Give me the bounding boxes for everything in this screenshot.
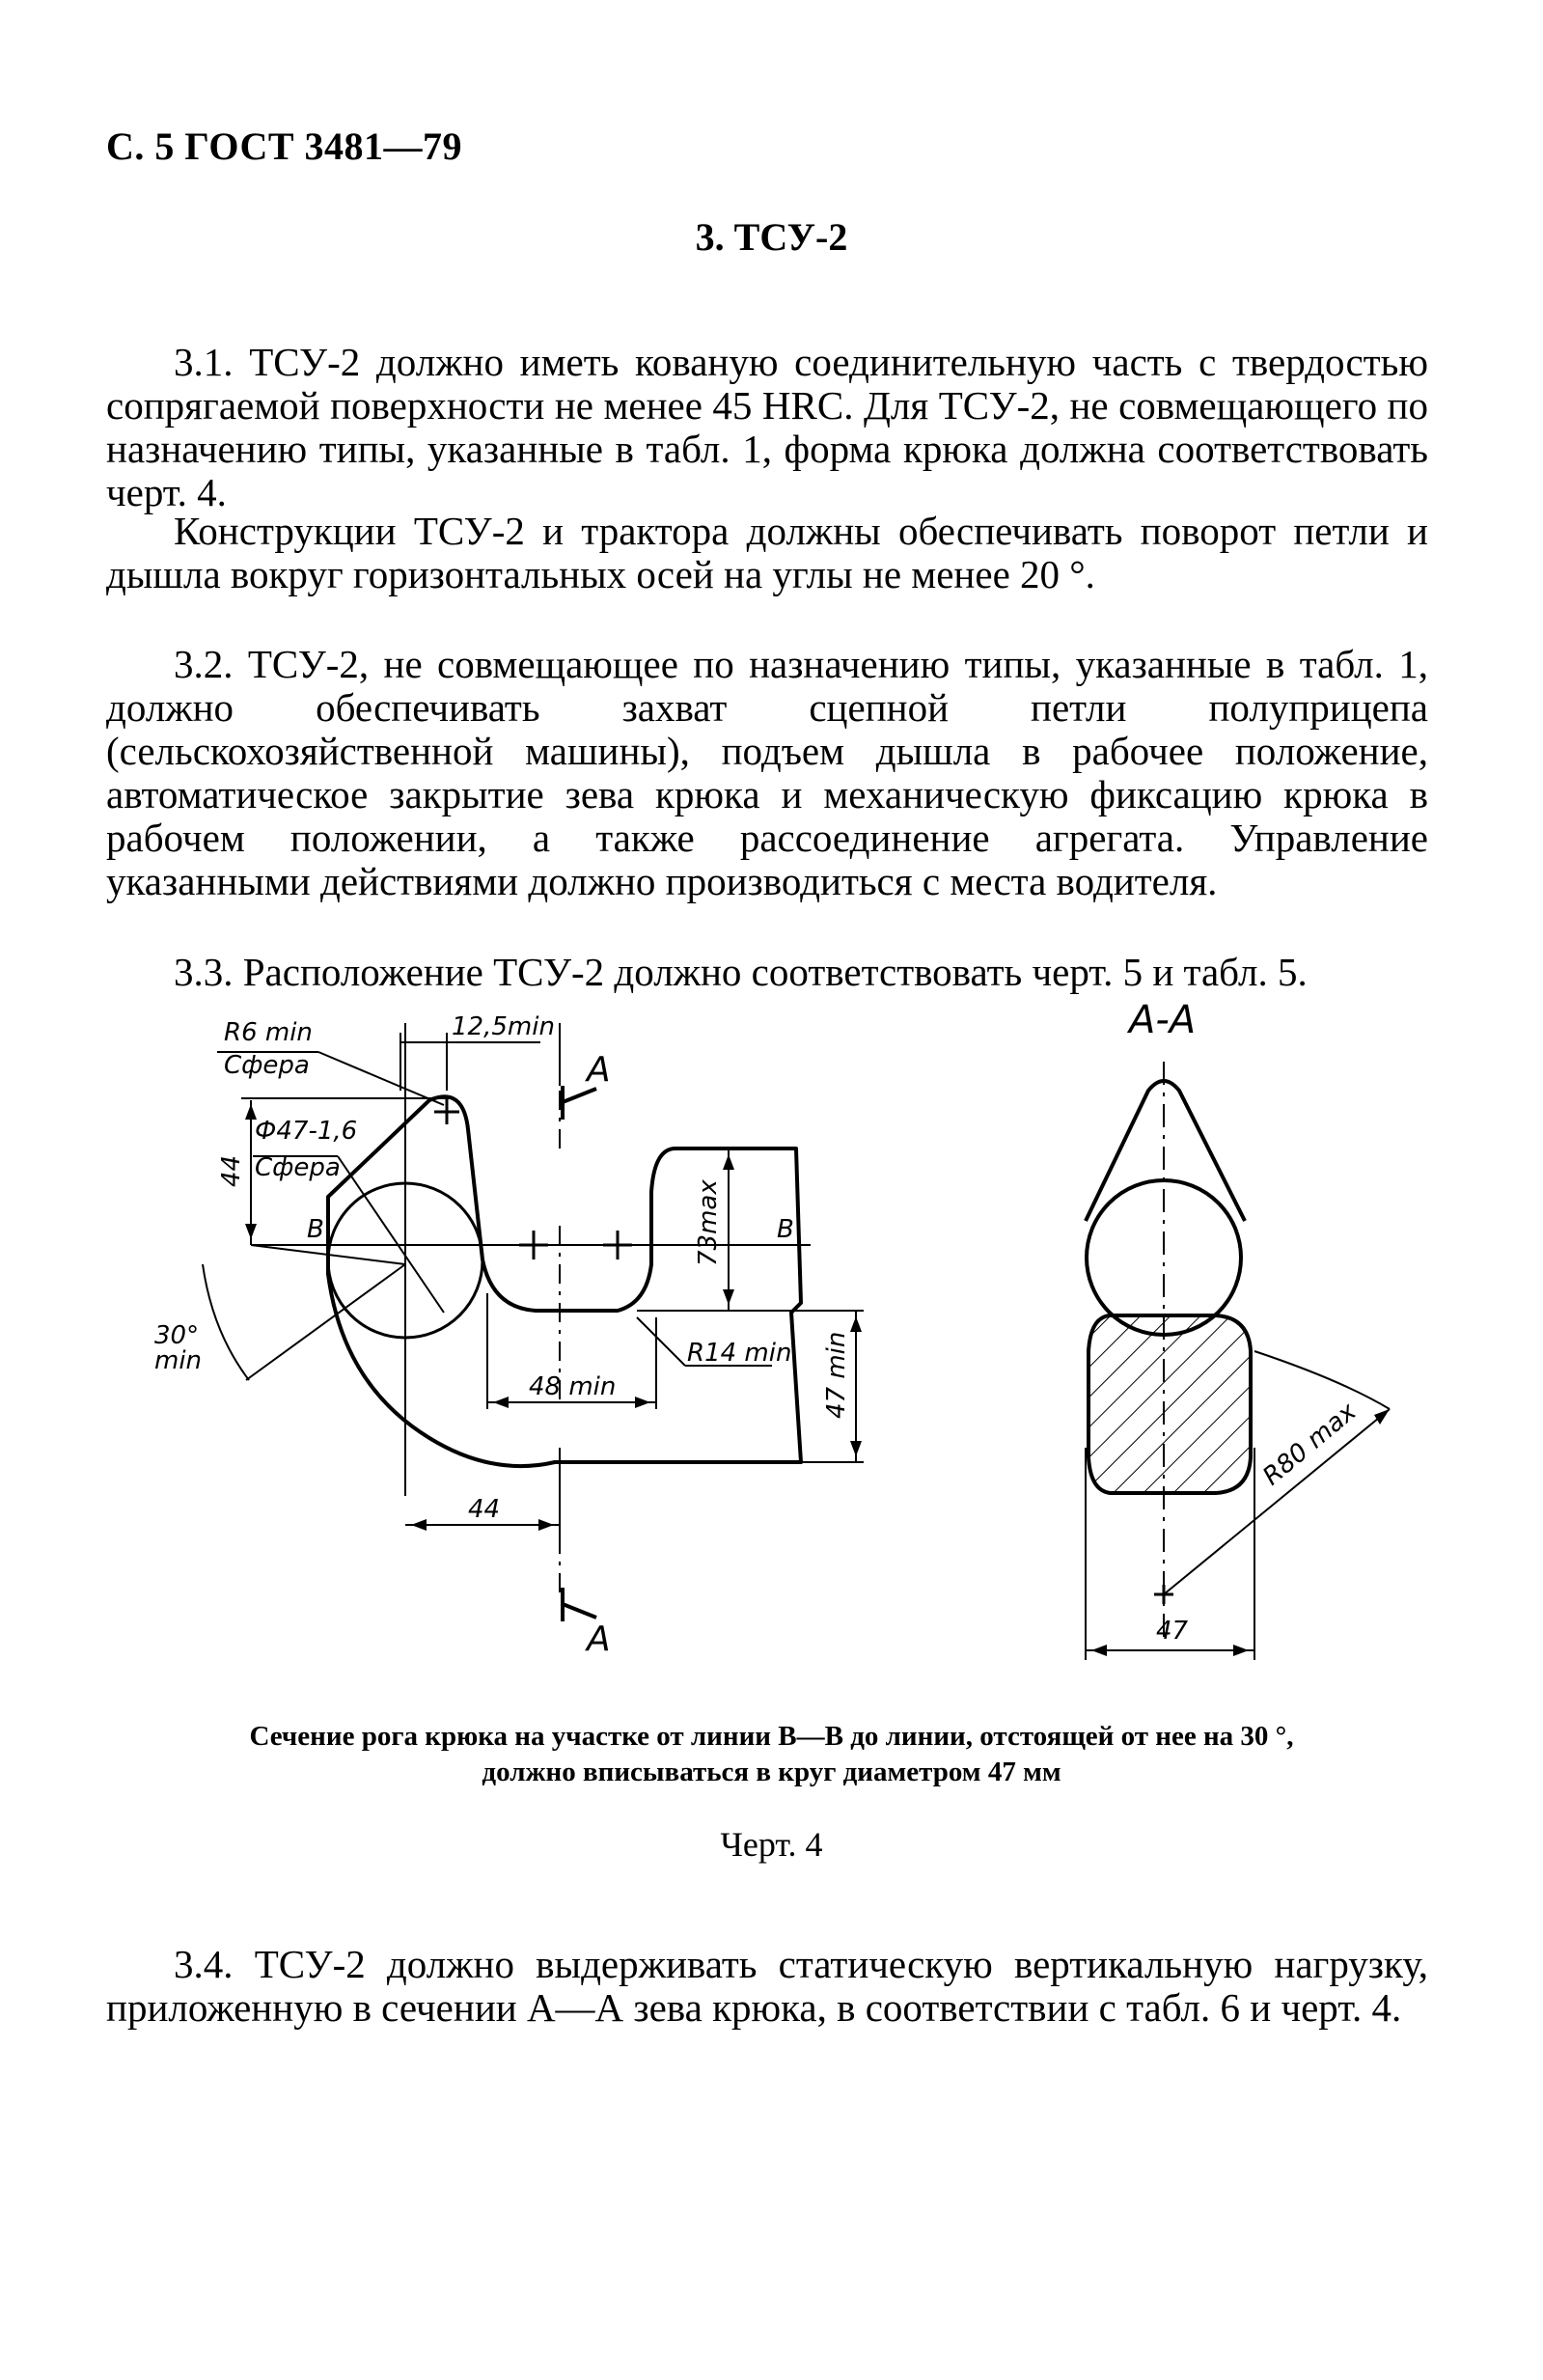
cut-label-a-top: А	[587, 1050, 611, 1090]
section-a-a-label: А-А	[1129, 998, 1197, 1042]
hook-drawing	[0, 984, 1543, 1679]
paragraph-3-2: 3.2. ТСУ-2, не совмещающее по назначению типы, указанные в табл. 1, должно обеспечивать захват сцепной петли полуприцепа (сельскохозяйственной машины), подъем дышла в рабочее положение, автоматическое закрытие зева крюка и механическую фиксацию крюка в рабочем положении, а также рассоединение агрегата. Управление указанными действиями должно производиться с места водителя.	[106, 642, 1428, 903]
label-b-left: В	[307, 1215, 324, 1244]
label-sphere-1: Сфера	[224, 1051, 310, 1080]
label-48-min: 48 min	[529, 1372, 617, 1401]
cut-label-a-bottom: А	[587, 1619, 611, 1659]
figure-caption	[0, 1719, 1543, 1790]
figure-title: Черт. 4	[720, 1825, 823, 1864]
label-12-5-min: 12,5min	[452, 1012, 555, 1041]
label-44-vertical: 44	[217, 1154, 246, 1187]
paragraph-3-4: 3.4. ТСУ-2 должно выдерживать статическую вертикальную нагрузку, приложенную в сечении А—А зева крюка, в соответствии с табл. 6 и черт. 4.	[106, 1942, 1428, 2030]
page-header: С. 5 ГОСТ 3481—79	[106, 125, 463, 168]
paragraph-3-1: 3.1. ТСУ-2 должно иметь кованую соединительную часть с твердостью сопрягаемой поверхности не менее 45 HRC. Для ТСУ-2, не совмещающего по назначению типы, указанные в табл. 1, форма крюка должна соответствовать черт. 4.	[106, 340, 1428, 514]
label-47: 47	[1156, 1617, 1189, 1646]
label-44-horizontal: 44	[468, 1495, 501, 1524]
paragraph-3-1-b: Конструкции ТСУ-2 и трактора должны обеспечивать поворот петли и дышла вокруг горизонтальных осей на углы не менее 20 °.	[106, 509, 1428, 596]
label-b-right: В	[777, 1215, 794, 1244]
paragraph-3-3: 3.3. Расположение ТСУ-2 должно соответствовать черт. 5 и табл. 5.	[174, 950, 1308, 994]
hook-outline	[328, 1096, 801, 1466]
label-30-deg: 30°	[154, 1321, 200, 1350]
label-47-min: 47 min	[822, 1331, 851, 1419]
label-30-min: min	[154, 1346, 203, 1375]
label-sphere-2: Сфера	[255, 1153, 341, 1182]
label-73-max: 73max	[694, 1179, 723, 1266]
label-r6: R6 min	[224, 1018, 313, 1047]
label-r80-max: R80 max	[1257, 1397, 1363, 1492]
label-phi47: Ф47-1,6	[255, 1117, 358, 1146]
caption-line-2: должно вписываться в круг диаметром 47 мм	[482, 1757, 1061, 1787]
caption-line-1: Сечение рога крюка на участке от линии В—В до линии, отстоящей от нее на 30 °,	[249, 1721, 1294, 1752]
label-r14-min: R14 min	[687, 1339, 792, 1368]
section-title: 3. ТСУ-2	[695, 215, 848, 259]
